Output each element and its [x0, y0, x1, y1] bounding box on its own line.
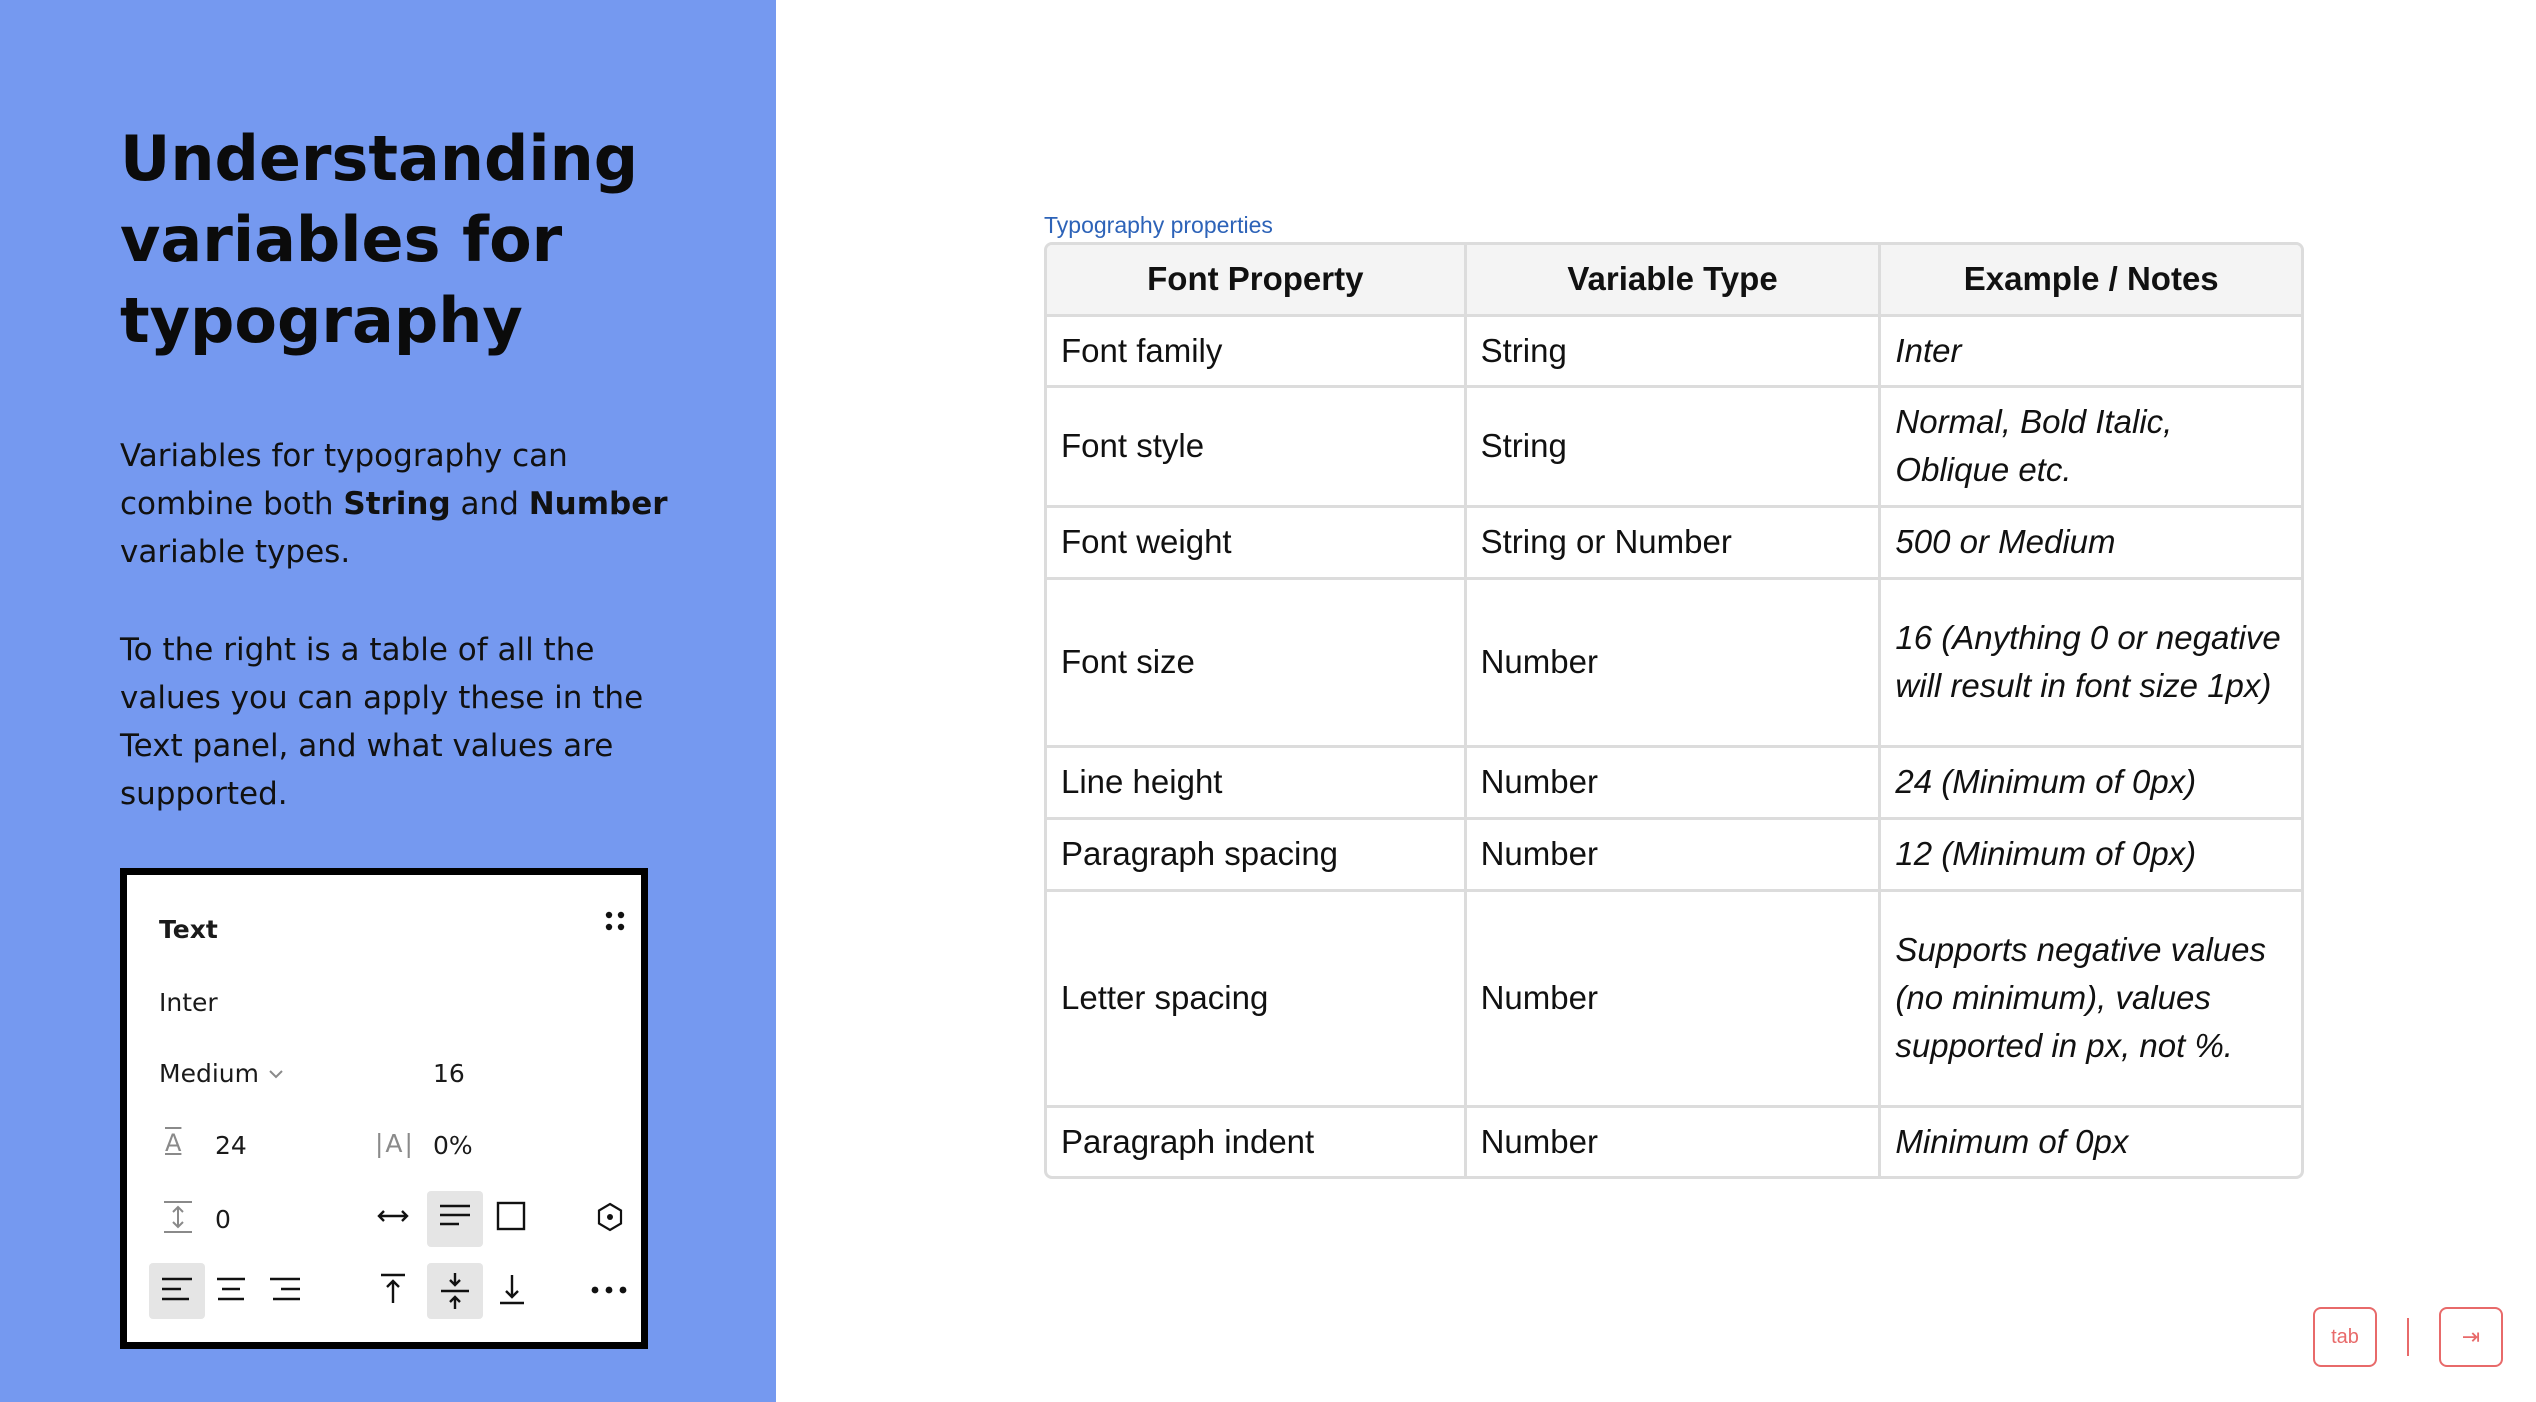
table-row	[1047, 506, 2301, 578]
letter-spacing-input[interactable]: 0%	[433, 1131, 473, 1160]
cell-property: Line height	[1047, 746, 1465, 818]
tab-key-button[interactable]: tab	[2313, 1307, 2377, 1367]
cell-property: Font weight	[1047, 506, 1465, 578]
font-style-dropdown[interactable]: Medium	[159, 1059, 259, 1088]
align-right-icon[interactable]	[267, 1275, 303, 1305]
table-row	[1047, 818, 2301, 890]
cell-notes: Normal, Bold Italic, Oblique etc.	[1880, 386, 2301, 506]
align-bottom-icon[interactable]	[494, 1271, 530, 1307]
intro-text-c: and	[450, 486, 529, 522]
align-middle-icon[interactable]	[437, 1271, 473, 1311]
cell-type: Number	[1465, 890, 1880, 1106]
cell-property: Font size	[1047, 578, 1465, 746]
fixed-size-icon[interactable]	[494, 1199, 528, 1233]
font-size-input[interactable]: 16	[433, 1059, 465, 1088]
table-row	[1047, 890, 2301, 1106]
line-height-input[interactable]: 24	[215, 1131, 247, 1160]
text-panel-title: Text	[159, 915, 218, 944]
table-row	[1047, 386, 2301, 506]
cell-notes: Inter	[1880, 315, 2301, 386]
cell-notes: Minimum of 0px	[1880, 1106, 2301, 1176]
font-family-value[interactable]: Inter	[159, 988, 218, 1017]
nav-divider	[2407, 1318, 2409, 1356]
cell-notes: Supports negative values (no minimum), values supported in px, not %.	[1880, 890, 2301, 1106]
drag-handle-icon[interactable]	[603, 909, 627, 933]
left-panel	[0, 0, 776, 1402]
table-row	[1047, 746, 2301, 818]
cell-notes: 24 (Minimum of 0px)	[1880, 746, 2301, 818]
cell-property: Font family	[1047, 315, 1465, 386]
table-row	[1047, 315, 2301, 386]
intro-number-bold: Number	[528, 486, 668, 522]
header-example-notes: Example / Notes	[1880, 245, 2301, 315]
type-settings-icon[interactable]	[595, 1201, 625, 1233]
align-top-icon[interactable]	[375, 1271, 411, 1307]
intro-string-bold: String	[343, 486, 451, 522]
header-variable-type: Variable Type	[1465, 245, 1880, 315]
chevron-down-icon[interactable]	[267, 1065, 285, 1083]
auto-height-icon[interactable]	[437, 1201, 473, 1233]
cell-type: Number	[1465, 1106, 1880, 1176]
paragraph-spacing-icon	[161, 1199, 195, 1235]
cell-property: Paragraph spacing	[1047, 818, 1465, 890]
cell-notes: 16 (Anything 0 or negative will result in font size 1px)	[1880, 578, 2301, 746]
cell-property: Letter spacing	[1047, 890, 1465, 1106]
text-panel-mockup	[120, 868, 648, 1349]
intro-text-e: variable types.	[120, 534, 351, 570]
intro-paragraph	[120, 432, 680, 576]
table-row	[1047, 1106, 2301, 1176]
page-title: Understanding variables for typography	[120, 122, 639, 357]
cell-type: Number	[1465, 746, 1880, 818]
align-center-icon[interactable]	[213, 1275, 249, 1305]
table-header-row	[1047, 245, 2301, 315]
cell-property: Paragraph indent	[1047, 1106, 1465, 1176]
cell-type: String	[1465, 315, 1880, 386]
intro-text-a: Variables for typography can combine both	[120, 438, 568, 522]
cell-type: Number	[1465, 818, 1880, 890]
table-caption: Typography properties	[1044, 212, 1273, 238]
header-font-property: Font Property	[1047, 245, 1465, 315]
cell-notes: 12 (Minimum of 0px)	[1880, 818, 2301, 890]
cell-type: String	[1465, 386, 1880, 506]
cell-property: Font style	[1047, 386, 1465, 506]
tab-end-icon[interactable]: ⇥	[2439, 1307, 2503, 1367]
typography-table	[1044, 242, 2304, 1179]
letter-spacing-icon: |A|	[375, 1129, 415, 1158]
cell-type: String or Number	[1465, 506, 1880, 578]
align-left-icon[interactable]	[159, 1275, 195, 1305]
cell-notes: 500 or Medium	[1880, 506, 2301, 578]
description-paragraph: To the right is a table of all the values you can apply these in the Text panel, and what values are supported.	[120, 632, 644, 812]
cell-type: Number	[1465, 578, 1880, 746]
auto-width-icon[interactable]	[375, 1201, 411, 1231]
paragraph-spacing-input[interactable]: 0	[215, 1205, 231, 1234]
table-row	[1047, 578, 2301, 746]
line-height-icon: A	[165, 1129, 182, 1157]
more-options-icon[interactable]	[589, 1283, 629, 1297]
